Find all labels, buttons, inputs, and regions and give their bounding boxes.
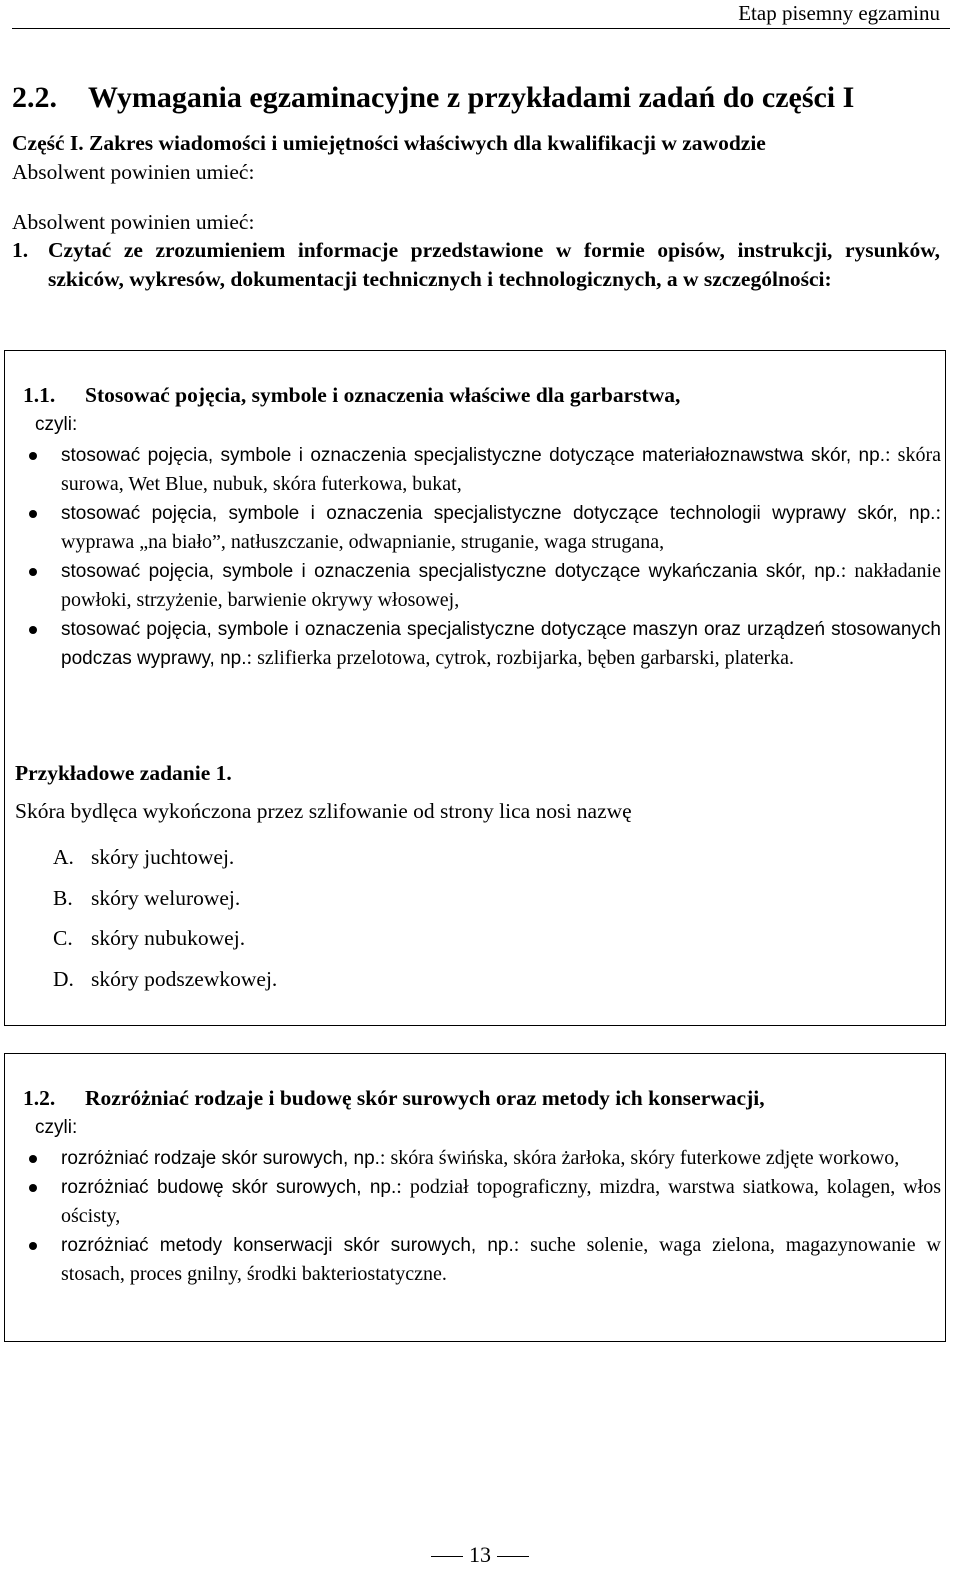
section-number: 2.2. [12,81,57,114]
option-text: skóry nubukowej. [91,926,246,950]
czyli-label: czyli: [35,1117,78,1138]
requirement-heading [23,1084,765,1113]
example-task-title: Przykładowe zadanie 1. [15,761,232,785]
bullet-icon [29,568,37,576]
requirement-bullet-list [25,441,941,673]
option-text: skóry juchtowej. [91,845,235,869]
intro-text: Czytać ze zrozumieniem informacje przedstawione w formie opisów, instrukcji, rysunków, szkiców, wykresów, dokumentacji technicznych i technologicznych, a w szczególności: [48,238,940,291]
requirement-heading [23,381,680,410]
bullet-examples: : skóra surowa, Wet Blue, nubuk, skóra futerkowa, bukat, [61,444,941,495]
list-item [25,1231,941,1289]
bullet-icon [29,452,37,460]
list-item [25,557,941,615]
option-text: skóry welurowej. [91,885,241,910]
option-letter: D. [53,966,74,991]
bullet-examples: : wyprawa „na biało”, natłuszczanie, odwapnianie, struganie, waga strugana, [61,502,941,553]
requirement-number: 1.2. [23,1086,56,1110]
requirement-box-1-2 [4,1053,946,1342]
requirement-bullet-list [25,1144,941,1289]
section-title [12,80,854,116]
option-letter: B. [53,885,73,910]
bullet-examples: : skóra świńska, skóra żarłoka, skóry futerkowe zdjęte workowo, [379,1147,900,1169]
option-letter: C. [53,926,73,950]
bullet-icon [29,1184,37,1192]
answer-option [53,959,277,1000]
bullet-examples: : podział topograficzny, mizdra, warstwa siatkowa, kolagen, włos ościsty, [61,1176,941,1227]
bullet-text: stosować pojęcia, symbole i oznaczenia specjalistyczne dotyczące wykańczania skór, np. [61,561,841,582]
requirement-number: 1.1. [23,383,56,407]
answer-option [53,918,277,959]
option-letter: A. [53,845,74,869]
header-rule [12,28,950,29]
bullet-examples: : szlifierka przelotowa, cytrok, rozbijarka, bęben garbarski, platerka. [246,647,795,669]
bullet-icon [29,1242,37,1250]
page-number [0,1541,960,1569]
list-item [25,441,941,499]
answer-options [53,837,277,999]
bullet-text: rozróżniać budowę skór surowych, np. [61,1177,397,1198]
example-question: Skóra bydlęca wykończona przez szlifowanie od strony lica nosi nazwę [15,799,632,823]
page-number-dash-right [497,1556,529,1557]
bullet-icon [29,1155,37,1163]
bullet-text: stosować pojęcia, symbole i oznaczenia specjalistyczne dotyczące materiałoznawstwa skór, np. [61,445,885,466]
answer-option [53,878,277,919]
bullet-icon [29,510,37,518]
bullet-text: rozróżniać metody konserwacji skór surowych, np. [61,1235,514,1256]
requirement-title: Stosować pojęcia, symbole i oznaczenia właściwe dla garbarstwa, [85,383,681,407]
list-item [25,1173,941,1231]
option-text: skóry podszewkowej. [91,966,278,991]
section-title-text: Wymagania egzaminacyjne z przykładami zadań do części I [88,81,855,114]
bullet-examples: : suche solenie, waga zielona, magazynowanie w stosach, proces gnilny, środki bakteriostatyczne. [61,1234,941,1285]
requirement-box-1-1 [4,350,946,1026]
part-heading: Część I. Zakres wiadomości i umiejętności właściwych dla kwalifikacji w zawodzie [12,131,766,155]
running-header: Etap pisemny egzaminu [738,1,940,25]
answer-option [53,837,277,878]
intro-number: 1. [12,238,29,262]
bullet-text: rozróżniać rodzaje skór surowych, np. [61,1148,380,1169]
list-item [25,499,941,557]
bullet-icon [29,626,37,634]
intro-requirement [12,236,940,294]
bullet-text: stosować pojęcia, symbole i oznaczenia specjalistyczne dotyczące technologii wyprawy skór, np. [61,503,936,524]
absolwent-line: Absolwent powinien umieć: [12,210,255,234]
czyli-label: czyli: [35,414,78,435]
part-heading-continued: Absolwent powinien umieć: [12,160,255,184]
bullet-text: stosować pojęcia, symbole i oznaczenia specjalistyczne dotyczące maszyn oraz urządzeń stosowanych podczas wyprawy, np. [61,619,941,669]
bullet-examples: : nakładanie powłoki, strzyżenie, barwienie okrywy włosowej, [61,560,941,611]
requirement-title: Rozróżniać rodzaje i budowę skór surowych oraz metody ich konserwacji, [85,1086,765,1110]
list-item [25,615,941,673]
page-number-value: 13 [469,1542,491,1567]
list-item [25,1144,941,1173]
page-number-dash-left [431,1556,463,1557]
